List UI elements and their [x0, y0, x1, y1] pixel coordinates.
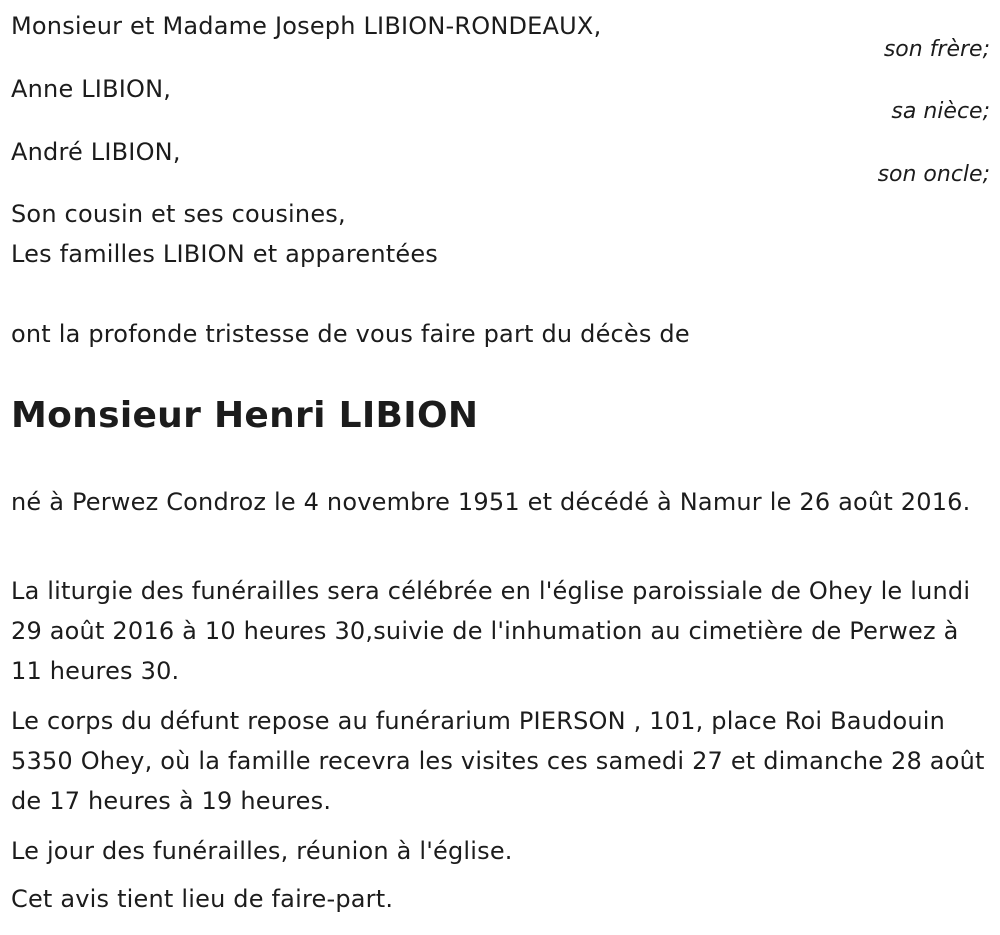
birth-death-paragraph: né à Perwez Condroz le 4 novembre 1951 et décédé à Namur le 26 août 2016. — [11, 488, 971, 516]
meeting-paragraph: Le jour des funérailles, réunion à l'église. — [11, 837, 513, 865]
liturgy-paragraph: La liturgie des funérailles sera célébrée en l'église paroissiale de Ohey le lundi 29 août 2016 à 10 heures 30,suivie de l'inhumation au cimetière de Perwez à 11 heures 30. — [11, 577, 971, 685]
notice-paragraph: Cet avis tient lieu de faire-part. — [11, 885, 394, 913]
family-member-name: André LIBION, — [11, 138, 181, 166]
cousins-line: Son cousin et ses cousines, — [11, 200, 346, 228]
families-line: Les familles LIBION et apparentées — [11, 240, 438, 268]
announcement-text: ont la profonde tristesse de vous faire part du décès de — [11, 320, 690, 348]
deceased-name: Monsieur Henri LIBION — [11, 395, 479, 436]
funerarium-paragraph: Le corps du défunt repose au funérarium PIERSON , 101, place Roi Baudouin 5350 Ohey, où la famille recevra les visites ces samedi 27 et dimanche 28 août de 17 heures à 19 heures. — [11, 707, 985, 815]
family-member-name: Monsieur et Madame Joseph LIBION-RONDEAUX, — [11, 12, 602, 40]
family-member-relation: son oncle; — [877, 162, 990, 187]
family-member-name: Anne LIBION, — [11, 75, 172, 103]
family-member-relation: son frère; — [883, 37, 990, 62]
family-member-relation: sa nièce; — [891, 99, 990, 124]
